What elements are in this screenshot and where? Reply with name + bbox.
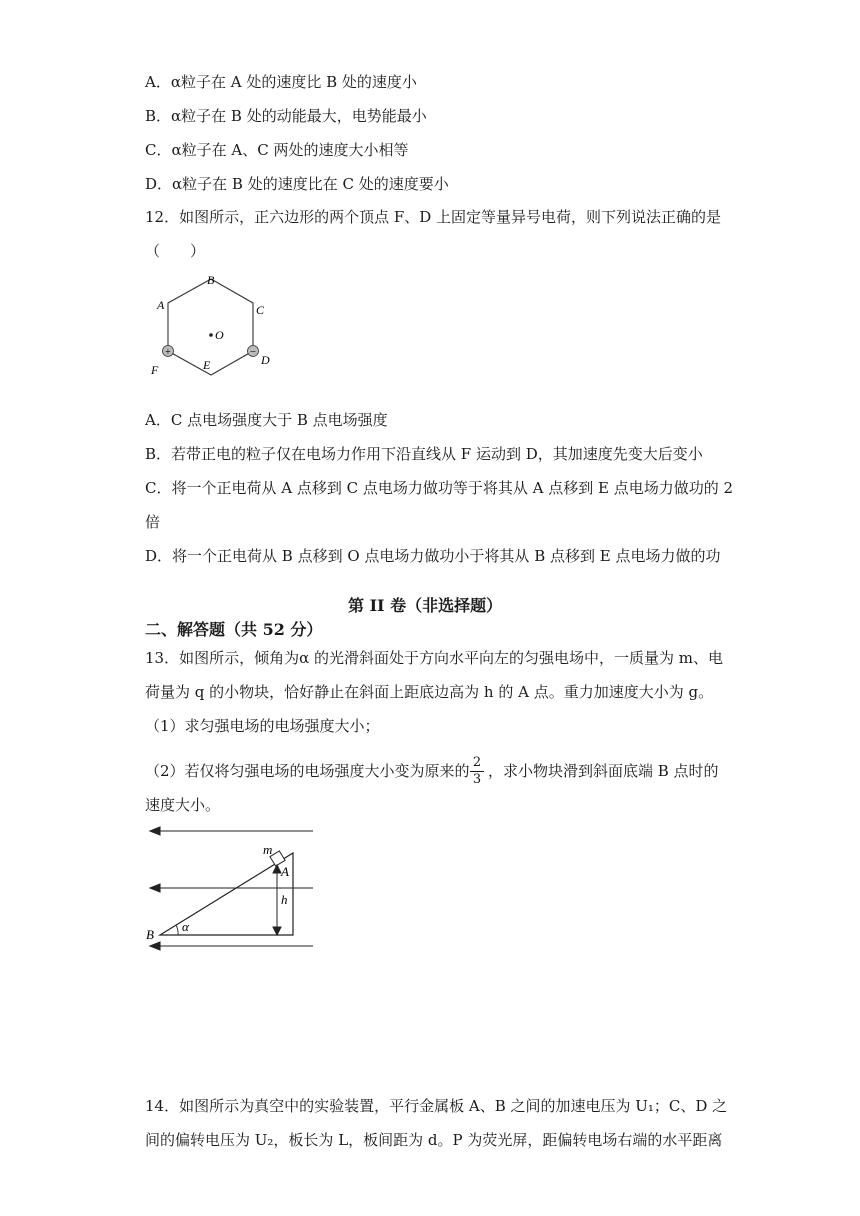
q13-line2: 荷量为 q 的小物块，恰好静止在斜面上距底边高为 h 的 A 点。重力加速度大小为 g。 bbox=[145, 683, 714, 701]
svg-text:−: − bbox=[249, 346, 257, 358]
hexagon-shape bbox=[168, 279, 253, 375]
q12-option-b: B．若带正电的粒子仅在电场力作用下沿直线从 F 运动到 D，其加速度先变大后变小 bbox=[145, 445, 703, 463]
field-line-bottom bbox=[150, 942, 313, 950]
incline-triangle bbox=[160, 853, 293, 935]
label-alpha: α bbox=[182, 919, 189, 934]
incline-figure bbox=[140, 820, 325, 955]
fraction-two-thirds: 2 3 bbox=[470, 756, 484, 787]
label-b: B bbox=[146, 927, 154, 942]
label-a: A bbox=[157, 298, 165, 312]
svg-text:+: + bbox=[165, 347, 171, 358]
center-point bbox=[209, 333, 213, 337]
positive-charge-icon bbox=[163, 346, 174, 359]
label-d: D bbox=[261, 353, 270, 367]
q14-line2: 间的偏转电压为 U₂，板长为 L，板间距为 d。P 为荧光屏，距偏转电场右端的水平距离 bbox=[145, 1131, 723, 1149]
label-h: h bbox=[281, 892, 288, 907]
label-a: A bbox=[281, 864, 289, 879]
q13-line1: 13．如图所示，倾角为α 的光滑斜面处于方向水平向左的匀强电场中，一质量为 m、电 bbox=[145, 649, 723, 667]
label-e: E bbox=[203, 358, 211, 372]
angle-arc bbox=[176, 925, 178, 935]
q14-line1: 14．如图所示为真空中的实验装置，平行金属板 A、B 之间的加速电压为 U₁；C、D 之 bbox=[145, 1097, 728, 1115]
q13-sub1: （1）求匀强电场的电场强度大小； bbox=[145, 717, 380, 735]
label-b: B bbox=[207, 273, 215, 287]
q12-option-a: A．C 点电场强度大于 B 点电场强度 bbox=[145, 411, 388, 429]
q12-stem: 12．如图所示，正六边形的两个顶点 F、D 上固定等量异号电荷，则下列说法正确的是 bbox=[145, 208, 722, 226]
label-c: C bbox=[256, 303, 265, 317]
height-arrow bbox=[273, 865, 281, 935]
q12-option-d: D．将一个正电荷从 B 点移到 O 点电场力做功小于将其从 B 点移到 E 点电场力做的功 bbox=[145, 547, 721, 565]
q11-option-a: A．α粒子在 A 处的速度比 B 处的速度小 bbox=[145, 73, 417, 91]
negative-charge-icon bbox=[248, 346, 259, 359]
section-title: 第 II 卷（非选择题） bbox=[348, 596, 503, 615]
label-m: m bbox=[263, 842, 273, 857]
field-line-top bbox=[150, 827, 313, 835]
q12-answer-paren: （ ） bbox=[145, 242, 206, 260]
q11-option-c: C．α粒子在 A、C 两处的速度大小相等 bbox=[145, 141, 409, 159]
q13-sub2-line2: 速度大小。 bbox=[145, 796, 221, 814]
q13-sub2-post: ，求小物块滑到斜面底端 B 点时的 bbox=[488, 762, 719, 780]
q12-option-c-line2: 倍 bbox=[145, 513, 161, 531]
label-o: O bbox=[215, 328, 224, 342]
q11-option-b: B．α粒子在 B 处的动能最大，电势能最小 bbox=[145, 107, 427, 125]
q11-option-d: D．α粒子在 B 处的速度比在 C 处的速度要小 bbox=[145, 175, 449, 193]
q13-sub2-pre: （2）若仅将匀强电场的电场强度大小变为原来的 bbox=[145, 762, 470, 780]
section-heading: 二、解答题（共 52 分） bbox=[145, 620, 323, 639]
hexagon-figure bbox=[140, 268, 280, 378]
q12-option-c-line1: C．将一个正电荷从 A 点移到 C 点电场力做功等于将其从 A 点移到 E 点电场力做功的 2 bbox=[145, 479, 734, 497]
label-f: F bbox=[151, 363, 159, 377]
